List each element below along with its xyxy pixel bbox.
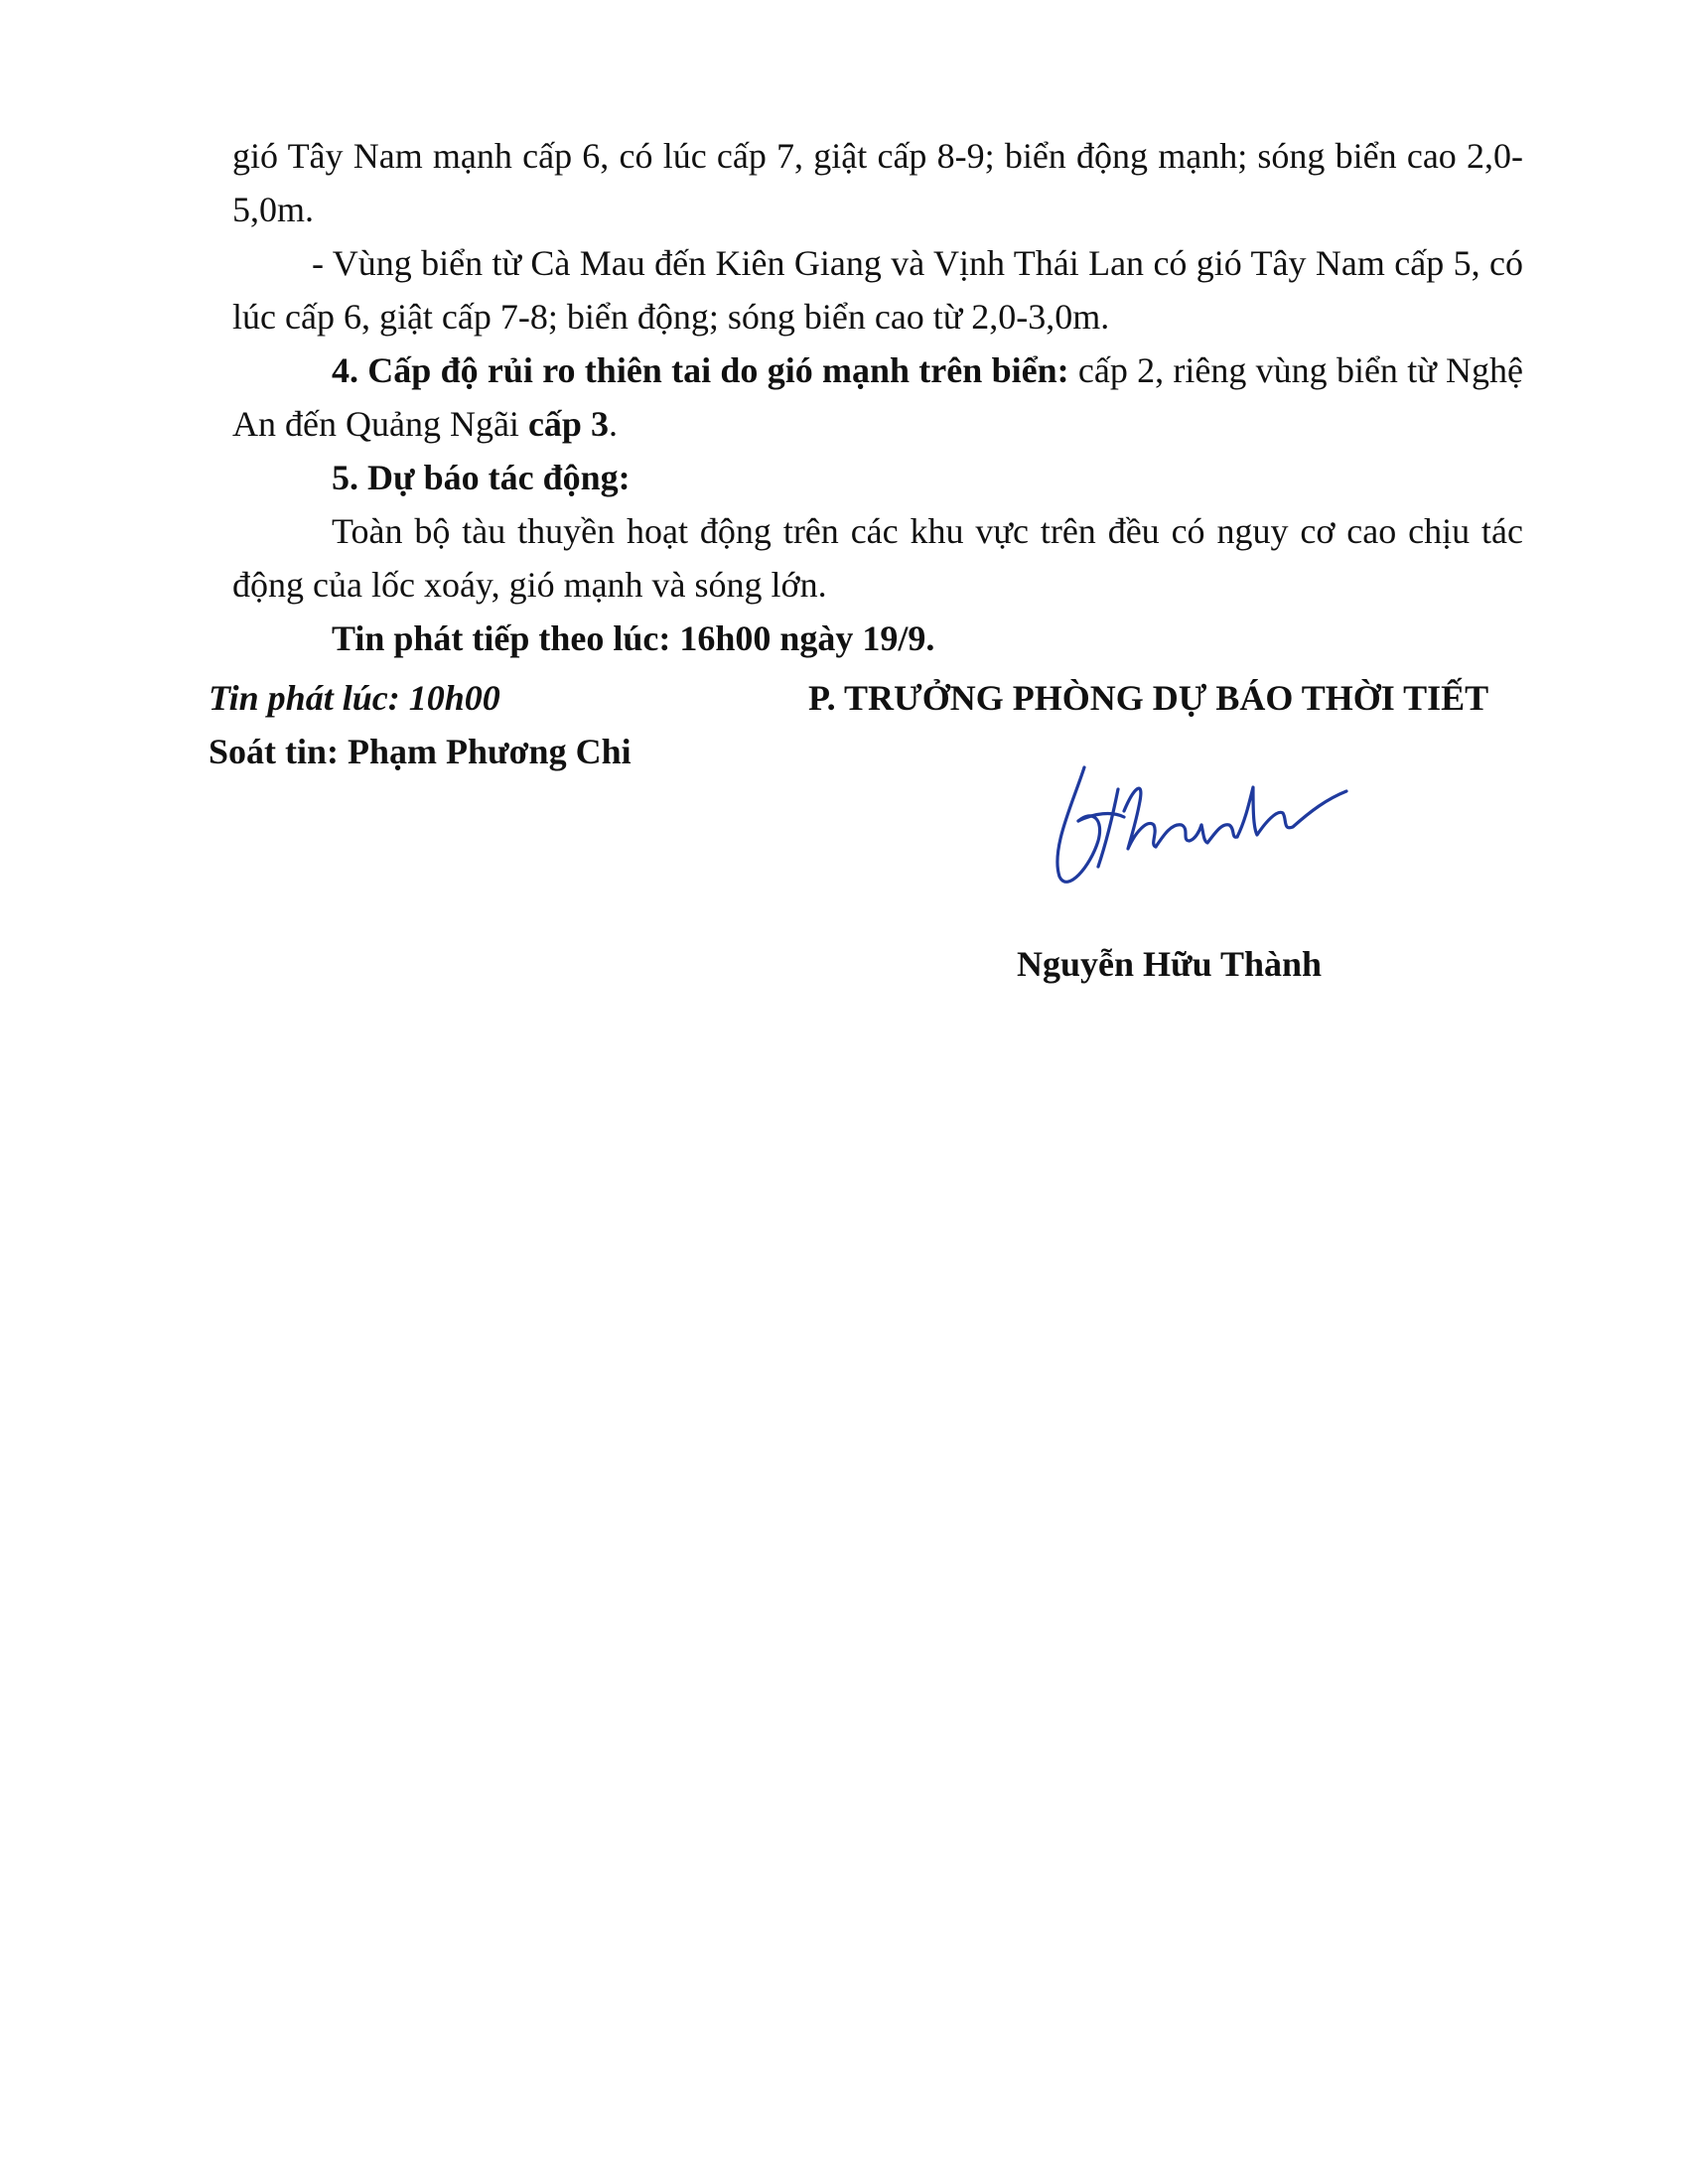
signer-name: Nguyễn Hữu Thành [1017,944,1323,984]
section-4-heading: 4. Cấp độ rủi ro thiên tai do gió mạnh trên biển: [332,350,1069,390]
paragraph-ca-mau-kien-giang: - Vùng biển từ Cà Mau đến Kiên Giang và Vịnh Thái Lan có gió Tây Nam cấp 5, có lúc cấp 6, giật cấp 7-8; biển động; sóng biển cao từ 2,0-3,0m. [232,243,1523,337]
section-5-text: Toàn bộ tàu thuyền hoạt động trên các khu vực trên đều có nguy cơ cao chịu tác động của lốc xoáy, gió mạnh và sóng lớn. [232,511,1523,605]
paragraph-wind-southwest: gió Tây Nam mạnh cấp 6, có lúc cấp 7, giật cấp 8-9; biển động mạnh; sóng biển cao 2,0-5,0m. [232,136,1523,229]
section-4-emphasis: cấp 3 [527,404,609,444]
section-4-risk-level [232,343,1523,451]
document-body [232,129,1523,665]
reviewed-by: Soát tin: Phạm Phương Chi [209,732,632,771]
issued-at: Tin phát lúc: 10h00 [209,678,500,718]
next-issue-time: Tin phát tiếp theo lúc: 16h00 ngày 19/9. [332,618,935,658]
section-4-end: . [608,404,618,444]
signature-text: Hthanh [1033,895,1039,897]
signer-title: P. TRƯỞNG PHÒNG DỰ BÁO THỜI TIẾT [808,678,1489,718]
footer-left [209,671,632,778]
signature-image [1033,750,1360,898]
section-5-heading: 5. Dự báo tác động: [332,458,631,497]
section-4-text: cấp 2, riêng vùng biển từ Nghệ An đến Quảng Ngãi [232,350,1523,444]
